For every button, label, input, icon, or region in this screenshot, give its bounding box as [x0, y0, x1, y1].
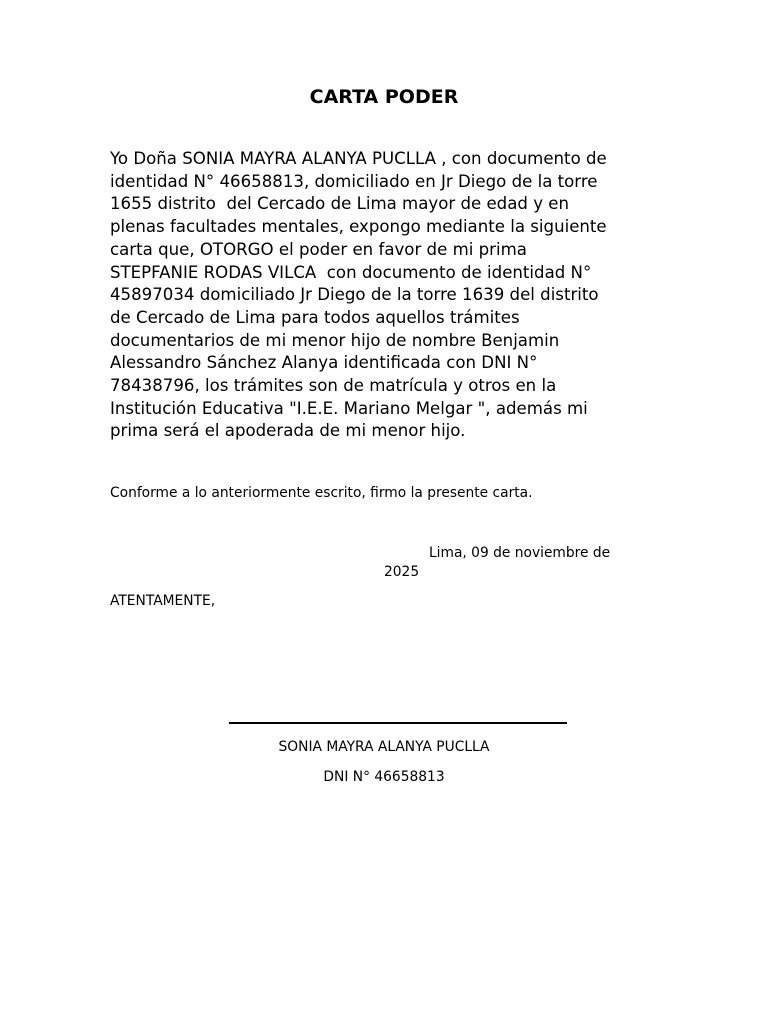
body-line: plenas facultades mentales, expongo mediante la siguiente [110, 217, 607, 237]
body-line: Yo Doña SONIA MAYRA ALANYA PUCLLA , con documento de [110, 149, 607, 168]
body-line: Institución Educativa "I.E.E. Mariano Melgar ", además mi [110, 398, 588, 418]
place-date-line-1: Lima, 09 de noviembre de [429, 545, 611, 561]
body-line: 78438796, los trámites son de matrícula y otros en la [110, 376, 557, 396]
closing-salutation: ATENTAMENTE, [110, 593, 216, 609]
body-line: prima será el apoderada de mi menor hijo. [110, 421, 466, 441]
body-line: 1655 distrito del Cercado de Lima mayor de edad y en [110, 194, 570, 214]
conforme-statement: Conforme a lo anteriormente escrito, firmo la presente carta. [110, 485, 533, 501]
body-line: carta que, OTORGO el poder en favor de mi prima [110, 239, 527, 259]
signatory-dni: DNI N° 46658813 [323, 769, 445, 785]
body-line: Alessandro Sánchez Alanya identificada con DNI N° [110, 353, 538, 373]
letter-body [110, 148, 607, 443]
body-line: de Cercado de Lima para todos aquellos trámites [110, 307, 520, 327]
body-line: documentarios de mi menor hijo de nombre Benjamin [110, 330, 560, 350]
body-line: 45897034 domiciliado Jr Diego de la torre 1639 del distrito [110, 285, 599, 305]
signature-line [229, 722, 567, 724]
body-line: STEPFANIE RODAS VILCA con documento de identidad N° [110, 262, 592, 282]
body-line: identidad N° 46658813, domiciliado en Jr Diego de la torre [110, 171, 598, 191]
signatory-name: SONIA MAYRA ALANYA PUCLLA [278, 739, 490, 755]
place-date-line-2: 2025 [384, 564, 420, 580]
document-title: CARTA PODER [309, 86, 459, 108]
